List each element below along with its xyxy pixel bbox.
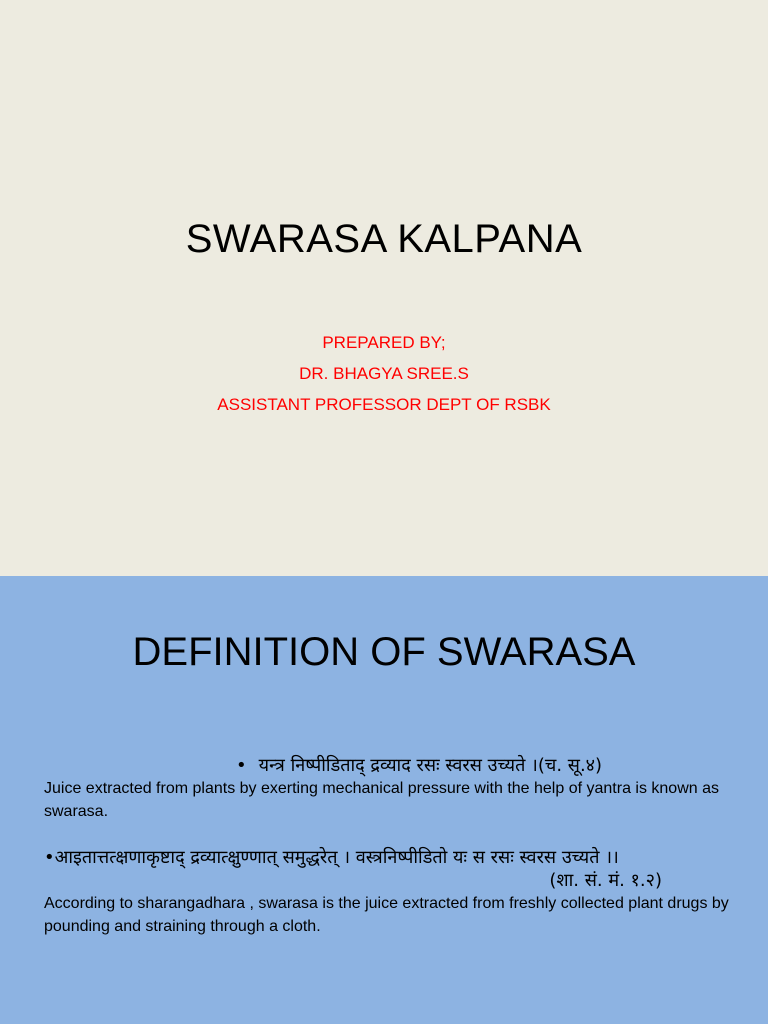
- sanskrit-verse-1: [236, 753, 602, 777]
- bullet-marker: •: [236, 755, 247, 776]
- author-designation: ASSISTANT PROFESSOR DEPT OF RSBK: [217, 395, 551, 414]
- english-definition-2: According to sharangadhara , swarasa is the juice extracted from freshly collected plant drugs by pounding and straining through a cloth.: [44, 895, 729, 935]
- author-name: DR. BHAGYA SREE.S: [299, 364, 469, 383]
- slide-title: DEFINITION OF SWARASA: [132, 630, 636, 674]
- slide-title: SWARASA KALPANA: [185, 217, 583, 261]
- definition-slide: [0, 576, 768, 1024]
- sanskrit-verse-2-reference: (शा. सं. मं. १.२): [549, 870, 662, 891]
- sanskrit-verse-2: •आइतात्तत्क्षणाकृष्टाद् द्रव्यात्क्षुण्णात् समुद्धरेत् । वस्त्रनिष्पीडितो यः स रसः स्वरस उच्यते ।।: [44, 847, 619, 868]
- prepared-by-label: PREPARED BY;: [322, 333, 446, 352]
- english-definition-1: Juice extracted from plants by exerting mechanical pressure with the help of yantra is known as swarasa.: [44, 780, 719, 820]
- sanskrit-verse-1-text: यन्त्र निष्पीडिताद् द्रव्याद रसः स्वरस उच्यते ।(च. सू.४): [258, 755, 603, 776]
